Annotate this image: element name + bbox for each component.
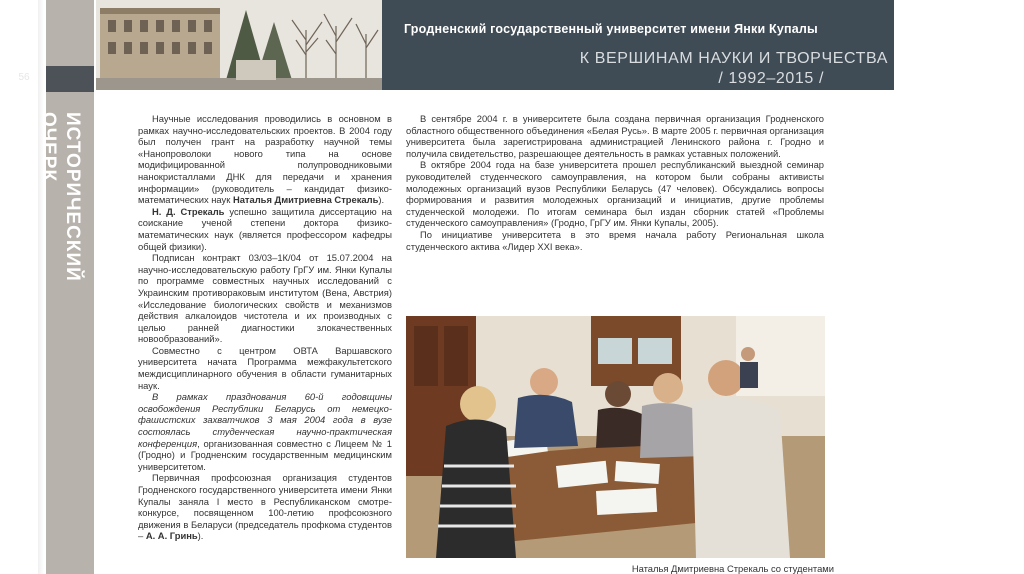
paragraph: По инициативе университета в это время начала работу Региональная школа студенческого актива «Лидер XXI века». — [406, 228, 824, 252]
university-title: Гродненский государственный университет имени Янки Купалы — [404, 22, 818, 36]
paragraph: Подписан контракт 03/03–1К/04 от 15.07.2004 на научно-исследовательскую работу ГрГУ им. Янки Купалы по программе совместных научных исследований с Украинским противораковым институтом (Вена, Австрия) «Исследование биологических свойств и механизмов действия алкалоидов чистотела и их производных с целью ранней диагностики злокачественных новообразований». — [138, 252, 392, 345]
header-campus-photo — [96, 0, 382, 90]
paragraph: Совместно с центром ОВТА Варшавского университета начата Программа межфакультетского междисциплинарного обучения в области гуманитарных наук. — [138, 344, 392, 391]
photo-caption: Наталья Дмитриевна Стрекаль со студентами — [631, 563, 834, 574]
paragraph: Первичная профсоюзная организация студентов Гродненского государственного университета имени Янки Купалы заняла I место в Республиканском смотре-конкурсе, посвященном 100-летию профсоюзного движения в Беларуси (председатель профкома студентов – А. А. Гринь). — [138, 472, 392, 542]
section-vertical-title: ИСТОРИЧЕСКИЙ ОЧЕРК — [38, 112, 83, 282]
person-name: А. А. Гринь — [145, 530, 198, 542]
book-years: / 1992–2015 / — [718, 70, 824, 87]
person-name: Наталья Дмитриевна Стрекаль — [232, 194, 379, 206]
book-title: К ВЕРШИНАМ НАУКИ И ТВОРЧЕСТВА — [579, 50, 888, 67]
paragraph: Научные исследования проводились в основном в рамках научно-исследовательских проектов. В 2004 году был получен грант на разработку научной темы «Нанопроволоки нового типа на основе модифицированной полупроводниковыми нанокристаллами ДНК для передачи и хранения информации» (руководитель – кандидат физико-математических наук Наталья Дмитриевна Стрекаль). — [138, 113, 392, 206]
students-photo — [406, 316, 825, 558]
paragraph: В сентябре 2004 г. в университете была создана первичная организация Гродненского областного общественного объединения «Белая Русь». В марте 2005 г. первичная организация университета была зарегистрирована администрацией Ленинского района г. Гродно и получила свидетельство, разрешающее деятельность в рамках уставных положений. — [406, 113, 824, 159]
right-text-column — [406, 113, 824, 252]
left-text-column — [138, 113, 392, 542]
paragraph: Н. Д. Стрекаль успешно защитила диссертацию на соискание ученой степени доктора физико-математических наук (является профессором кафедры общей физики). — [138, 205, 393, 252]
paragraph: В октябре 2004 года на базе университета прошел республиканский выездной семинар руководителей студенческого самоуправления, на котором были собраны активисты молодежных организаций вузов Республики Беларусь (47 человек). Обсуждались вопросы формирования и развития молодежных организаций и инициатив, другие проблемы студенческой молодежи. По итогам семинара был издан сборник статей «Проблемы студенческого самоуправления» (Гродно, ГрГУ им. Янки Купалы, 2005). — [406, 159, 824, 229]
page-number: 56 — [18, 72, 30, 83]
page-shadow — [38, 0, 44, 574]
person-name: Н. Д. Стрекаль — [152, 205, 225, 217]
page-number-block — [46, 66, 94, 92]
paragraph: В рамках празднования 60-й годовщины освобождения Республики Беларусь от немецко-фашистских захватчиков 3 мая 2004 года в вузе состоялась студенческая научно-практическая конференция, организованная совместно с Лицеем № 1 (Гродно) и Гродненским государственным медицинским университетом. — [138, 391, 392, 472]
